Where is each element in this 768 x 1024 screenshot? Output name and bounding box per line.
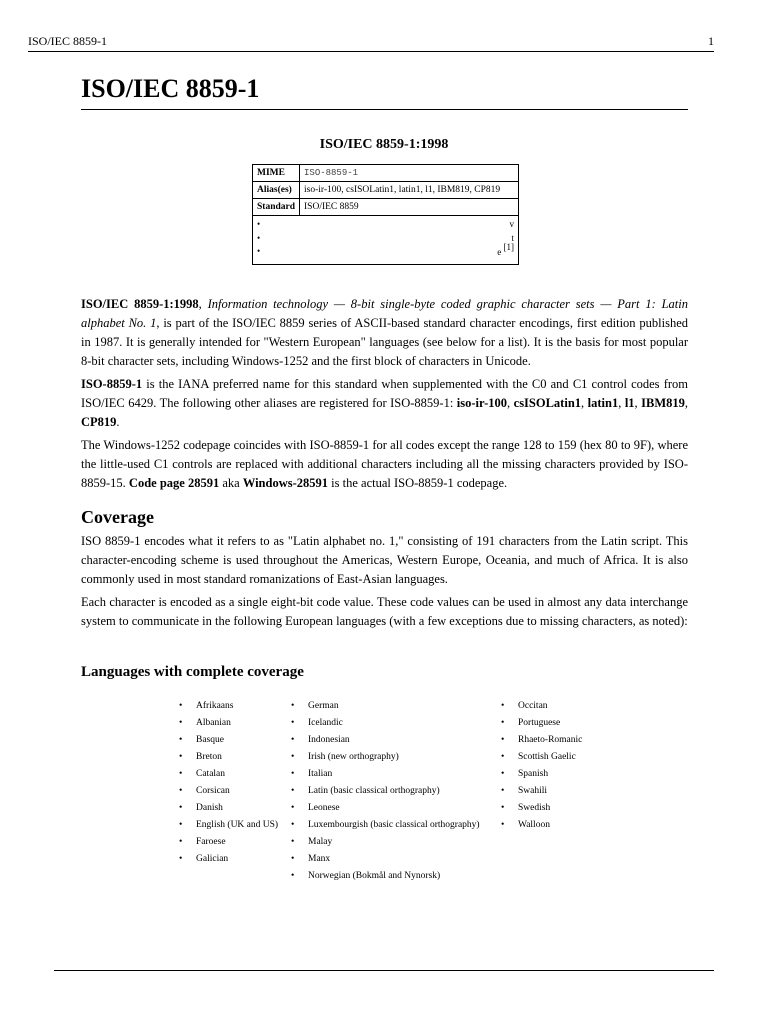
language-list-item: • Swahili — [501, 783, 582, 800]
intro-paragraph-1 — [81, 295, 688, 371]
header-title: ISO/IEC 8859-1 — [28, 34, 107, 48]
alias-term: l1 — [624, 396, 635, 410]
coverage-text — [81, 532, 688, 631]
text-run: . — [116, 415, 120, 429]
language-list-item: • Galician — [179, 851, 278, 868]
text-run: is the actual ISO-8859-1 codepage. — [328, 476, 508, 490]
infobox-nav — [253, 216, 519, 265]
language-list-item: • Luxembourgish (basic classical orthography) — [291, 817, 480, 834]
footer-rule — [54, 970, 714, 971]
infobox-value: iso-ir-100, csISOLatin1, latin1, l1, IBM819, CP819 — [300, 182, 519, 199]
header-rule — [28, 51, 714, 52]
language-list-item: • German — [291, 698, 480, 715]
infobox-value — [300, 165, 519, 182]
infobox-key: MIME — [253, 165, 300, 182]
nav-bullet: • — [257, 219, 261, 229]
page-title: ISO/IEC 8859-1 — [81, 74, 260, 103]
text-run: aka — [219, 476, 243, 490]
text-run: , — [618, 396, 625, 410]
subsection-heading-languages: Languages with complete coverage — [81, 664, 304, 680]
mime-value: ISO-8859-1 — [304, 168, 359, 178]
language-list-item: • Swedish — [501, 800, 582, 817]
language-list-item: • Irish (new orthography) — [291, 749, 480, 766]
infobox-value: ISO/IEC 8859 — [300, 199, 519, 216]
infobox-table — [252, 164, 519, 265]
infobox-row-mime — [253, 165, 519, 182]
text-run: , — [198, 297, 208, 311]
text-run: , — [507, 396, 514, 410]
intro-text — [81, 295, 688, 493]
language-list-item: • Icelandic — [291, 715, 480, 732]
language-list-item: • Faroese — [179, 834, 278, 851]
nav-talk-link[interactable]: t — [511, 233, 514, 243]
language-list-item: • Indonesian — [291, 732, 480, 749]
intro-paragraph-2 — [81, 375, 688, 432]
coverage-paragraph-2: Each character is encoded as a single eight-bit code value. These code values can be used in almost any data interchange system to communicate in the following European languages (with a few exceptions due to missing characters, as noted): — [81, 595, 688, 628]
nav-bullet: • — [257, 246, 261, 256]
language-list-item: • Afrikaans — [179, 698, 278, 715]
language-list-item: • Walloon — [501, 817, 582, 834]
text-run: , — [634, 396, 642, 410]
alias-term: CP819 — [81, 415, 117, 429]
language-list-item: • Latin (basic classical orthography) — [291, 783, 480, 800]
text-run: is the IANA preferred name for this standard when supplemented with the C0 and C1 control codes from ISO/IEC 6429. The following other aliases are registered for ISO-8859-1: — [81, 377, 688, 410]
alias-term: iso-ir-100 — [456, 396, 508, 410]
page-number: 1 — [708, 34, 714, 48]
alias-term: csISOLatin1 — [513, 396, 582, 410]
infobox-key: Standard — [253, 199, 300, 216]
nav-view-link[interactable]: v — [509, 219, 514, 229]
text-run: The Windows-1252 codepage coincides with ISO-8859-1 for all codes except the range 128 to 159 (hex 80 to 9F), where the little-used C1 controls are replaced with additional characters including all the missing characters provided by ISO-8859-15. — [81, 438, 688, 490]
language-list-item: • Portuguese — [501, 715, 582, 732]
language-list-col-2 — [291, 698, 480, 885]
standard-full-title: Information technology — 8-bit single-byte coded graphic character sets — Part 1: Latin alphabet No. 1 — [81, 297, 688, 330]
alias-term: IBM819 — [641, 396, 685, 410]
language-list-item: • Corsican — [179, 783, 278, 800]
language-list-item: • Occitan — [501, 698, 582, 715]
bold-term: Windows-28591 — [242, 476, 329, 490]
nav-edit-letter[interactable]: e — [497, 247, 502, 257]
language-list-item: • Breton — [179, 749, 278, 766]
language-list-item: • Catalan — [179, 766, 278, 783]
infobox-caption: ISO/IEC 8859-1:1998 — [319, 137, 449, 152]
infobox-row-aliases — [253, 182, 519, 199]
infobox-row-standard — [253, 199, 519, 216]
language-list-item: • Danish — [179, 800, 278, 817]
language-list-col-1 — [179, 698, 278, 868]
coverage-paragraph-1: ISO 8859-1 encodes what it refers to as "Latin alphabet no. 1," consisting of 191 characters from the Latin script. This character-encoding scheme is used throughout the Americas, Western Europe, Oceania, and much of Africa. It is also commonly used in most standard romanizations of East-Asian languages. — [81, 534, 688, 586]
language-list-item: • Italian — [291, 766, 480, 783]
infobox-nav-row — [253, 216, 519, 265]
nav-bullet: • — [257, 233, 261, 243]
nav-edit-link[interactable] — [497, 242, 514, 257]
language-list-item: • Malay — [291, 834, 480, 851]
intro-paragraph-3 — [81, 436, 688, 493]
language-list-item: • Albanian — [179, 715, 278, 732]
text-run: , is part of the ISO/IEC 8859 series of ASCII-based standard character encodings, first edition published in 1987. It is generally intended for "Western European" languages (see below for a list). It is the basis for most popular 8-bit character sets, including Windows-1252 and the first block of characters in Unicode. — [81, 316, 688, 368]
language-list-item: • Scottish Gaelic — [501, 749, 582, 766]
language-list-item: • Norwegian (Bokmål and Nynorsk) — [291, 868, 480, 885]
text-run: , — [581, 396, 588, 410]
infobox-key: Alias(es) — [253, 182, 300, 199]
bold-term: ISO-8859-1 — [81, 377, 143, 391]
section-heading-coverage: Coverage — [81, 507, 154, 527]
language-list-item: • Leonese — [291, 800, 480, 817]
language-list-item: • Spanish — [501, 766, 582, 783]
bold-term: Code page 28591 — [128, 476, 220, 490]
bold-term: ISO/IEC 8859-1:1998 — [81, 297, 199, 311]
language-list-item: • Manx — [291, 851, 480, 868]
language-list-item: • Rhaeto-Romanic — [501, 732, 582, 749]
language-list-item: • English (UK and US) — [179, 817, 278, 834]
language-list-col-3 — [501, 698, 582, 834]
title-rule — [81, 109, 688, 110]
nav-reference[interactable]: [1] — [503, 242, 514, 252]
language-list-item: • Basque — [179, 732, 278, 749]
alias-term: latin1 — [587, 396, 619, 410]
text-run: , — [684, 396, 689, 410]
